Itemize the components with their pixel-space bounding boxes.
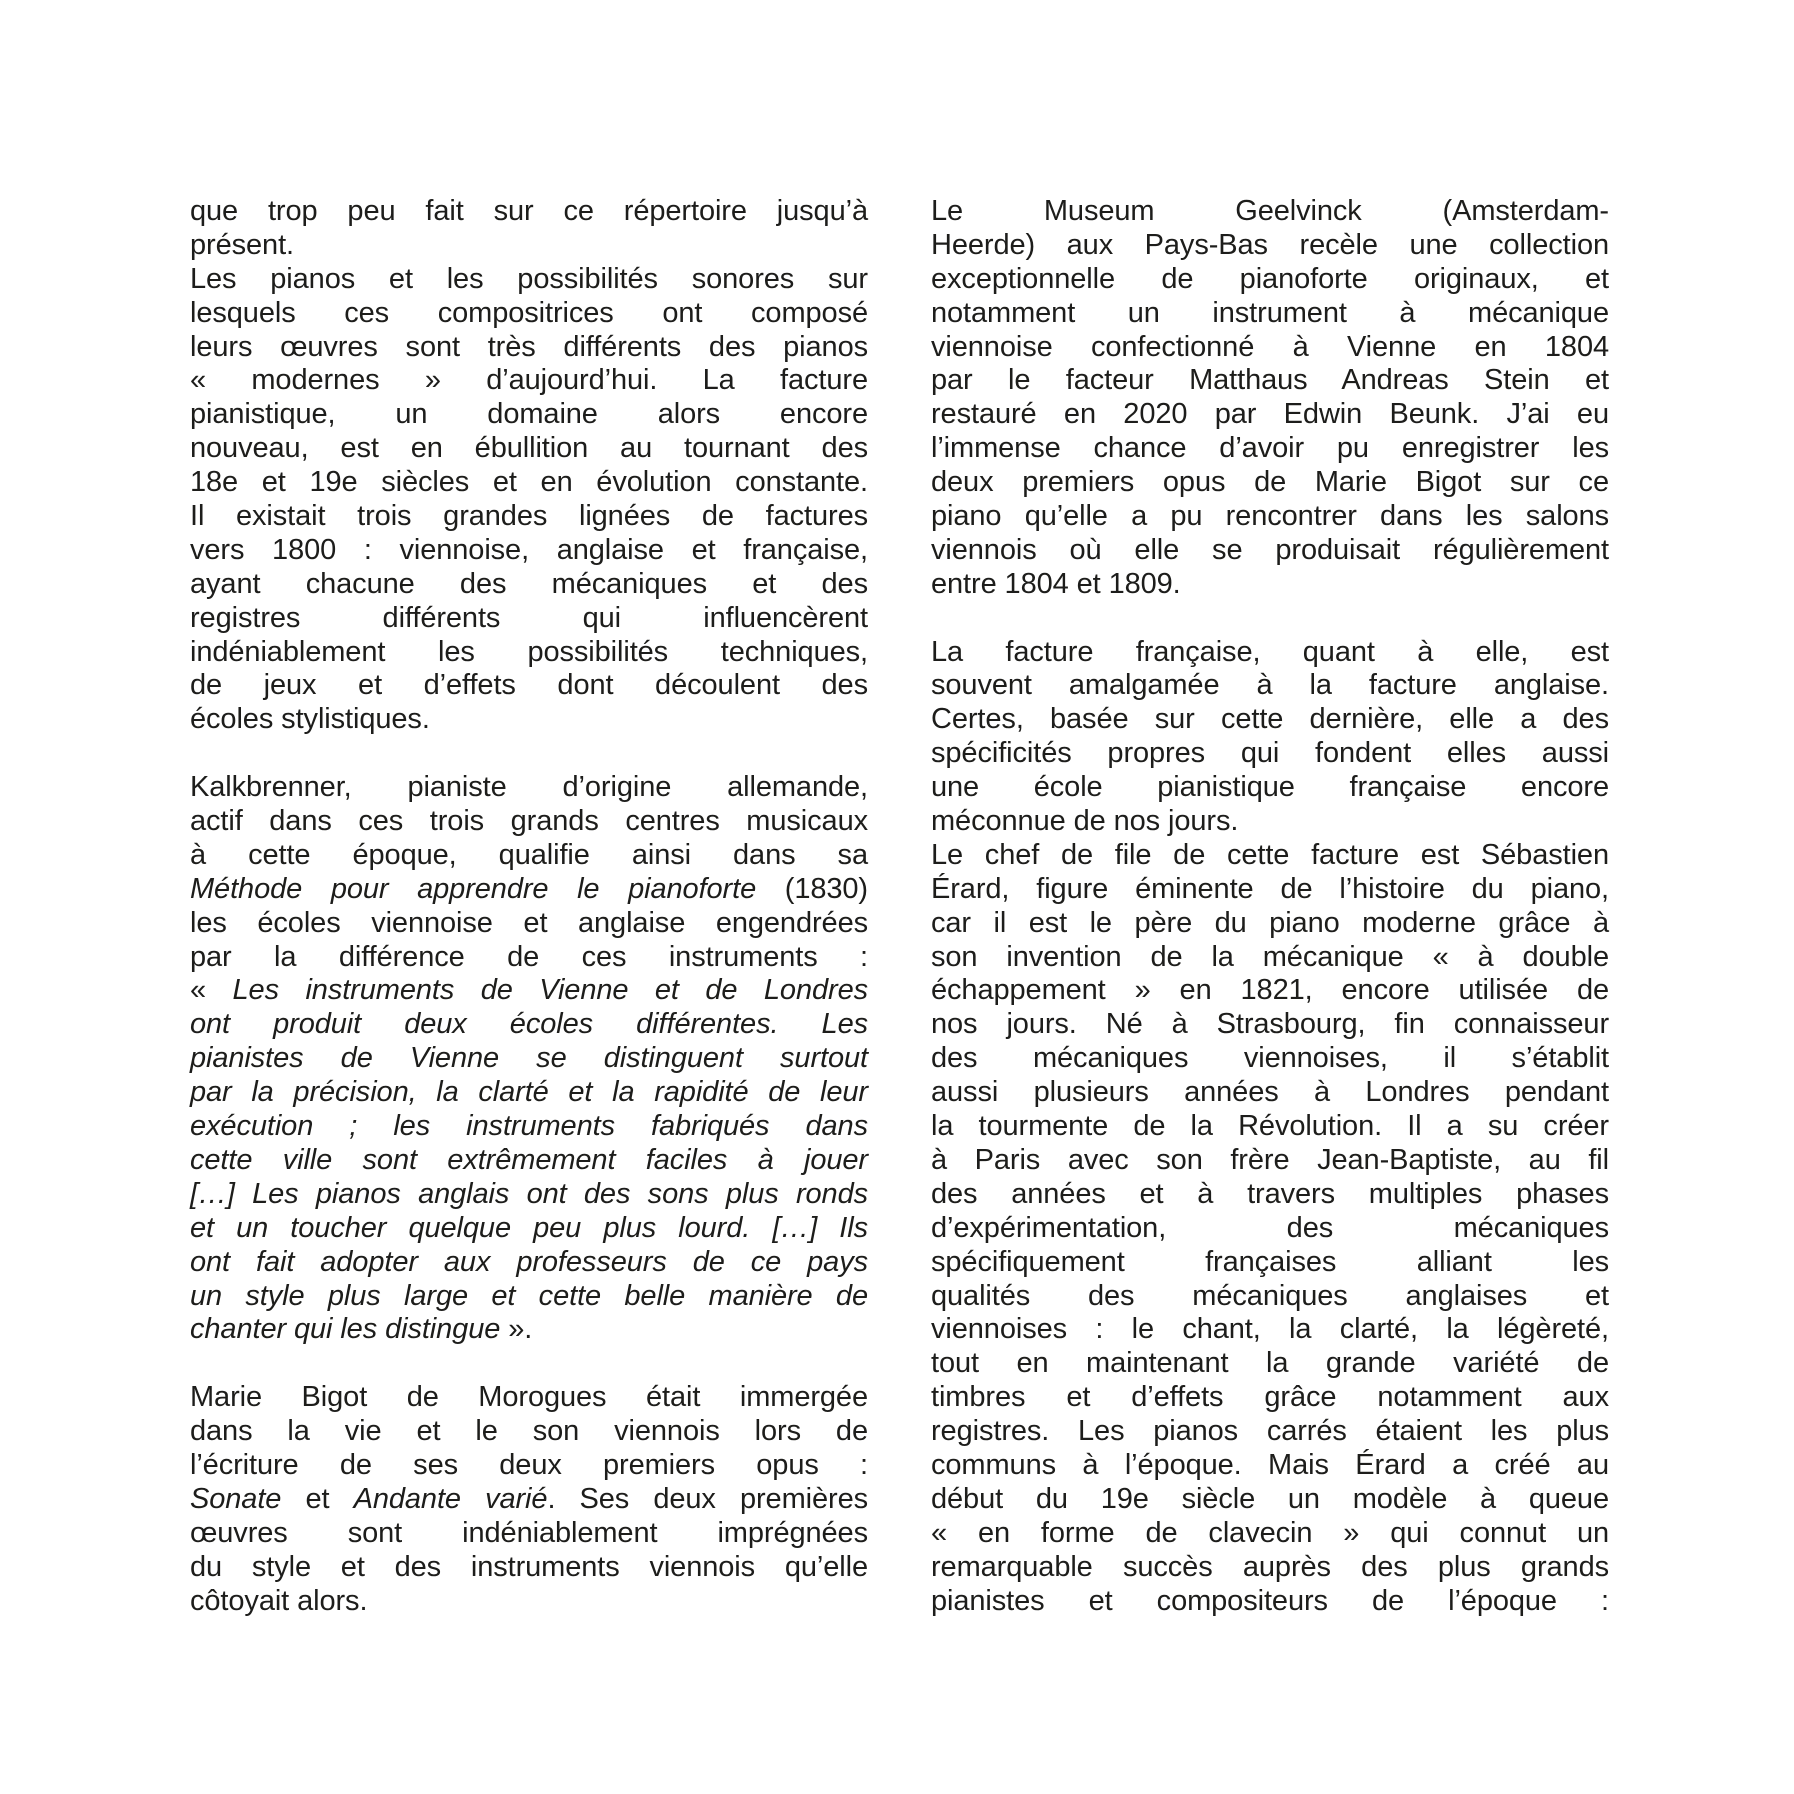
italic-text-segment: Andante varié xyxy=(353,1482,548,1515)
text-line xyxy=(931,703,1609,737)
italic-text-segment: ont produit deux écoles différentes. Les xyxy=(190,1008,868,1041)
italic-text-segment: et un toucher quelque peu plus lourd. […] Ils xyxy=(190,1211,868,1244)
text-segment: la tourmente de la Révolution. Il a su créer xyxy=(931,1110,1609,1143)
text-segment: l’immense chance d’avoir pu enregistrer les xyxy=(931,432,1609,465)
text-line xyxy=(190,974,868,1008)
text-line xyxy=(931,297,1609,331)
text-line xyxy=(931,1585,1609,1619)
text-line xyxy=(931,229,1609,263)
text-line xyxy=(931,1008,1609,1042)
text-line xyxy=(931,1313,1609,1347)
paragraph xyxy=(190,195,868,737)
text-line xyxy=(190,602,868,636)
text-segment: par la différence de ces instruments : xyxy=(190,940,868,973)
text-column-right xyxy=(931,195,1609,1618)
text-segment: l’écriture de ses deux premiers opus : xyxy=(190,1448,868,1481)
text-segment: car il est le père du piano moderne grâce à xyxy=(931,906,1609,939)
text-line xyxy=(190,466,868,500)
text-line xyxy=(931,636,1609,670)
italic-text-segment: Les instruments de Vienne et de Londres xyxy=(232,974,868,1007)
text-line xyxy=(931,195,1609,229)
text-segment: (1830) xyxy=(756,872,868,905)
text-segment: présent. xyxy=(190,228,294,261)
text-segment: ». xyxy=(500,1313,533,1346)
text-line xyxy=(190,1313,868,1347)
text-line xyxy=(931,1246,1609,1280)
text-segment: d’expérimentation, des mécaniques xyxy=(931,1211,1609,1244)
text-line xyxy=(190,195,868,229)
text-segment: des années et à travers multiples phases xyxy=(931,1177,1609,1210)
text-line xyxy=(931,398,1609,432)
paragraph xyxy=(190,1381,868,1618)
text-segment: côtoyait alors. xyxy=(190,1584,368,1617)
text-segment: des mécaniques viennoises, il s’établit xyxy=(931,1042,1609,1075)
italic-text-segment: par la précision, la clarté et la rapidité de leur xyxy=(190,1076,868,1109)
text-line xyxy=(931,1144,1609,1178)
text-line xyxy=(190,1042,868,1076)
text-line xyxy=(190,1483,868,1517)
text-segment: Érard, figure éminente de l’histoire du piano, xyxy=(931,872,1609,905)
text-segment: aussi plusieurs années à Londres pendant xyxy=(931,1076,1609,1109)
text-segment: La facture française, quant à elle, est xyxy=(931,635,1609,668)
text-line xyxy=(190,1551,868,1585)
text-segment: son invention de la mécanique « à double xyxy=(931,940,1609,973)
text-line xyxy=(931,1178,1609,1212)
text-segment: les écoles viennoise et anglaise engendrées xyxy=(190,906,868,939)
text-line xyxy=(931,1110,1609,1144)
text-line xyxy=(190,1517,868,1551)
text-line xyxy=(190,1381,868,1415)
text-segment: Heerde) aux Pays-Bas recèle une collection xyxy=(931,228,1609,261)
text-segment: spécificités propres qui fondent elles aussi xyxy=(931,737,1609,770)
text-segment: que trop peu fait sur ce répertoire jusqu’à xyxy=(190,195,868,227)
italic-text-segment: exécution ; les instruments fabriqués dans xyxy=(190,1110,868,1143)
text-segment: exceptionnelle de pianoforte originaux, et xyxy=(931,262,1609,295)
text-segment: à cette époque, qualifie ainsi dans sa xyxy=(190,838,868,871)
text-segment: leurs œuvres sont très différents des pianos xyxy=(190,330,868,363)
text-line xyxy=(931,941,1609,975)
italic-text-segment: un style plus large et cette belle manière de xyxy=(190,1279,868,1312)
italic-text-segment: chanter qui les distingue xyxy=(190,1313,501,1346)
text-line xyxy=(931,907,1609,941)
text-segment: lesquels ces compositrices ont composé xyxy=(190,296,868,329)
text-line xyxy=(931,669,1609,703)
text-segment: nos jours. Né à Strasbourg, fin connaisseur xyxy=(931,1008,1609,1041)
text-line xyxy=(931,1076,1609,1110)
text-line xyxy=(190,297,868,331)
text-line xyxy=(190,1076,868,1110)
text-segment: ayant chacune des mécaniques et des xyxy=(190,567,868,600)
text-segment: viennoise confectionné à Vienne en 1804 xyxy=(931,330,1609,363)
text-line xyxy=(931,432,1609,466)
text-line xyxy=(190,568,868,602)
italic-text-segment: Sonate xyxy=(190,1482,282,1515)
text-line xyxy=(931,1381,1609,1415)
paragraph xyxy=(190,771,868,1347)
text-line xyxy=(190,1110,868,1144)
text-segment: registres différents qui influencèrent xyxy=(190,601,868,634)
text-line xyxy=(190,771,868,805)
italic-text-segment: Méthode pour apprendre le pianoforte xyxy=(190,872,757,905)
text-line xyxy=(190,1585,868,1619)
text-line xyxy=(190,907,868,941)
text-segment: une école pianistique française encore xyxy=(931,771,1609,804)
text-segment: « modernes » d’aujourd’hui. La facture xyxy=(190,364,868,397)
text-segment: piano qu’elle a pu rencontrer dans les salons xyxy=(931,500,1609,533)
text-line xyxy=(931,839,1609,873)
text-line xyxy=(931,974,1609,1008)
text-segment: 18e et 19e siècles et en évolution constante. xyxy=(190,466,868,499)
text-line xyxy=(931,737,1609,771)
text-segment: échappement » en 1821, encore utilisée de xyxy=(931,974,1609,1007)
text-line xyxy=(190,364,868,398)
text-line xyxy=(190,873,868,907)
text-line xyxy=(190,1144,868,1178)
text-line xyxy=(190,1415,868,1449)
text-line xyxy=(190,432,868,466)
text-line xyxy=(931,1042,1609,1076)
text-line xyxy=(931,1483,1609,1517)
text-segment: restauré en 2020 par Edwin Beunk. J’ai eu xyxy=(931,398,1609,431)
text-segment: . Ses deux premières xyxy=(547,1482,868,1515)
text-column-left xyxy=(190,195,868,1618)
text-line xyxy=(931,466,1609,500)
text-segment: entre 1804 et 1809. xyxy=(931,567,1181,600)
text-line xyxy=(931,1449,1609,1483)
italic-text-segment: pianistes de Vienne se distinguent surtout xyxy=(190,1042,868,1075)
italic-text-segment: cette ville sont extrêmement faciles à jouer xyxy=(190,1143,868,1176)
text-line xyxy=(190,1212,868,1246)
text-segment: actif dans ces trois grands centres musicaux xyxy=(190,805,868,838)
text-segment: Certes, basée sur cette dernière, elle a des xyxy=(931,703,1609,736)
text-segment: remarquable succès auprès des plus grands xyxy=(931,1550,1609,1583)
text-line xyxy=(190,398,868,432)
text-segment: registres. Les pianos carrés étaient les plus xyxy=(931,1415,1609,1448)
text-segment: Le Museum Geelvinck (Amsterdam- xyxy=(931,195,1609,227)
text-line xyxy=(190,500,868,534)
paragraph xyxy=(931,195,1609,602)
text-line xyxy=(190,331,868,365)
text-segment: à Paris avec son frère Jean-Baptiste, au fil xyxy=(931,1143,1609,1176)
text-line xyxy=(190,1280,868,1314)
text-segment: notamment un instrument à mécanique xyxy=(931,296,1609,329)
text-line xyxy=(931,771,1609,805)
text-segment: Les pianos et les possibilités sonores sur xyxy=(190,262,868,295)
text-segment: dans la vie et le son viennois lors de xyxy=(190,1415,868,1448)
text-line xyxy=(190,263,868,297)
text-segment: viennoises : le chant, la clarté, la légèreté, xyxy=(931,1313,1609,1346)
text-segment: indéniablement les possibilités techniques, xyxy=(190,635,868,668)
text-line xyxy=(931,873,1609,907)
text-segment: Le chef de file de cette facture est Sébastien xyxy=(931,838,1609,871)
text-columns xyxy=(190,195,1609,1618)
text-segment: Kalkbrenner, pianiste d’origine allemande, xyxy=(190,771,868,804)
text-segment: et xyxy=(281,1482,354,1515)
text-segment: écoles stylistiques. xyxy=(190,703,430,736)
text-segment: vers 1800 : viennoise, anglaise et française, xyxy=(190,533,868,566)
text-segment: de jeux et d’effets dont découlent des xyxy=(190,669,868,702)
text-segment: souvent amalgamée à la facture anglaise. xyxy=(931,669,1609,702)
text-line xyxy=(190,941,868,975)
text-line xyxy=(931,500,1609,534)
text-segment: nouveau, est en ébullition au tournant des xyxy=(190,432,868,465)
text-segment: timbres et d’effets grâce notamment aux xyxy=(931,1381,1609,1414)
text-segment: spécifiquement françaises alliant les xyxy=(931,1245,1609,1278)
text-line xyxy=(931,364,1609,398)
text-segment: pianistes et compositeurs de l’époque : xyxy=(931,1584,1609,1617)
text-line xyxy=(931,1415,1609,1449)
text-segment: Marie Bigot de Morogues était immergée xyxy=(190,1381,868,1414)
text-segment: « xyxy=(190,974,233,1007)
text-line xyxy=(931,331,1609,365)
italic-text-segment: […] Les pianos anglais ont des sons plus ronds xyxy=(190,1177,868,1210)
text-line xyxy=(931,1347,1609,1381)
text-line xyxy=(190,1246,868,1280)
text-line xyxy=(190,636,868,670)
text-line xyxy=(931,1280,1609,1314)
text-segment: méconnue de nos jours. xyxy=(931,805,1239,838)
text-line xyxy=(931,1551,1609,1585)
text-line xyxy=(931,534,1609,568)
text-line xyxy=(931,1517,1609,1551)
text-line xyxy=(190,1449,868,1483)
text-segment: du style et des instruments viennois qu’elle xyxy=(190,1550,868,1583)
text-line xyxy=(190,805,868,839)
text-segment: viennois où elle se produisait régulièrement xyxy=(931,533,1609,566)
text-segment: œuvres sont indéniablement imprégnées xyxy=(190,1516,868,1549)
text-segment: pianistique, un domaine alors encore xyxy=(190,398,868,431)
text-segment: « en forme de clavecin » qui connut un xyxy=(931,1516,1609,1549)
text-segment: par le facteur Matthaus Andreas Stein et xyxy=(931,364,1609,397)
text-segment: deux premiers opus de Marie Bigot sur ce xyxy=(931,466,1609,499)
text-line xyxy=(190,703,868,737)
text-segment: communs à l’époque. Mais Érard a créé au xyxy=(931,1448,1609,1481)
text-segment: tout en maintenant la grande variété de xyxy=(931,1347,1609,1380)
paragraph xyxy=(931,636,1609,1619)
italic-text-segment: ont fait adopter aux professeurs de ce pays xyxy=(190,1245,868,1278)
text-segment: qualités des mécaniques anglaises et xyxy=(931,1279,1609,1312)
text-line xyxy=(190,229,868,263)
text-line xyxy=(190,669,868,703)
text-line xyxy=(190,534,868,568)
text-line xyxy=(190,1178,868,1212)
text-line xyxy=(931,1212,1609,1246)
text-line xyxy=(931,263,1609,297)
text-line xyxy=(931,568,1609,602)
text-line xyxy=(931,805,1609,839)
text-line xyxy=(190,839,868,873)
text-line xyxy=(190,1008,868,1042)
text-segment: Il existait trois grandes lignées de factures xyxy=(190,500,868,533)
text-segment: début du 19e siècle un modèle à queue xyxy=(931,1482,1609,1515)
